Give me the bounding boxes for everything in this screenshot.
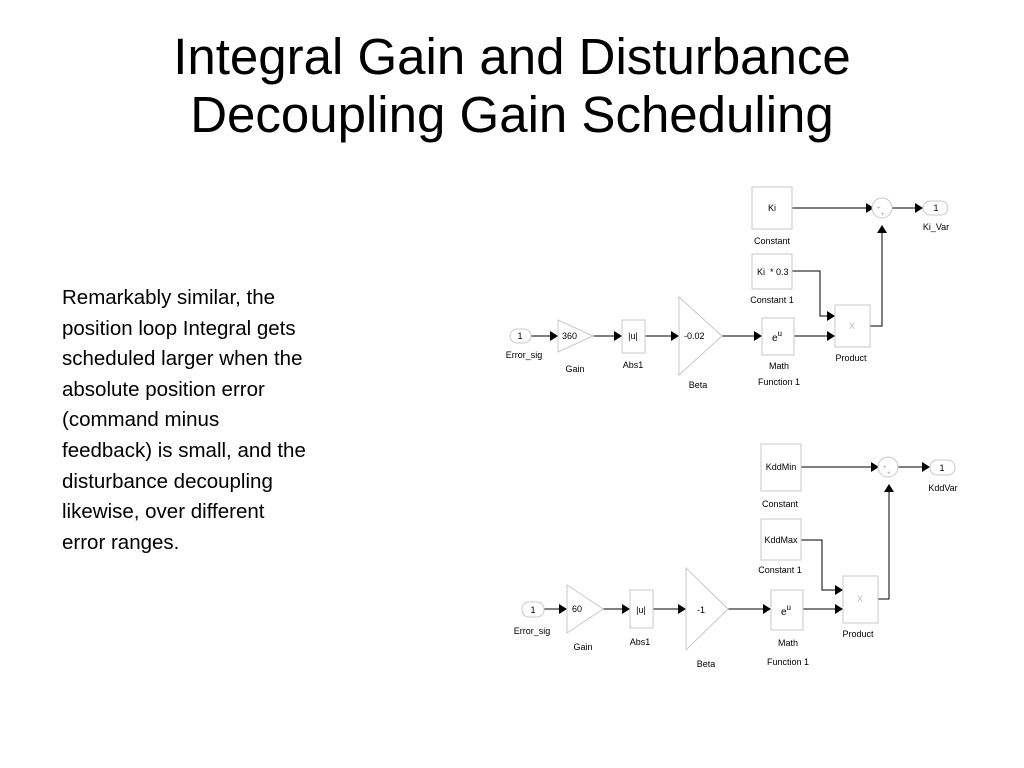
outport-label: Ki_Var [922,222,950,232]
beta-label: Beta [696,659,716,669]
abs-label: Abs1 [622,360,644,370]
constant1-value: * 0.3 [770,267,789,277]
sum-sign: + [877,206,881,212]
abs-value: |u| [636,605,646,615]
product-symbol: X [848,321,856,331]
gain-label: Gain [565,364,585,374]
wire-product-sum [878,492,889,599]
constant1-label: Constant 1 [758,565,802,575]
body-line: Remarkably similar, the [62,286,276,309]
constant1-value: KddMax [764,535,798,545]
math-expression: eu [771,329,783,344]
product-label: Product [835,353,867,363]
inport-label: Error_sig [505,350,543,360]
gain-value: 60 [572,604,583,614]
body-line: disturbance decoupling [62,469,273,493]
math-expression: eu [780,603,792,618]
arrow-icon [835,604,843,614]
arrow-icon [559,604,567,614]
body-line: (command minus [62,408,220,432]
sum-sign: + [883,465,887,471]
arrow-icon [877,225,887,233]
math-label: Math [777,638,799,648]
arrow-icon [622,604,630,614]
product-symbol: X [856,594,864,604]
math-label: Function 1 [766,657,810,667]
arrow-icon [671,331,679,341]
inport-value: 1 [517,331,523,341]
wire-const1-product [801,540,835,590]
body-line: absolute position error [62,377,265,401]
gain-label: Gain [573,642,593,652]
beta-value: -0.02 [684,331,705,341]
wire-product-sum [870,233,882,326]
outport-value: 1 [933,203,939,213]
arrow-icon [754,331,762,341]
body-line: error ranges. [62,530,180,554]
title-line-1: Integral Gain and Disturbance [173,28,851,85]
abs-label: Abs1 [629,637,651,647]
inport-value: 1 [530,605,536,615]
constant-label: Constant [753,236,791,246]
body-line: scheduled larger when the [62,347,303,371]
inport-label: Error_sig [513,626,551,636]
constant1-value: Ki [757,267,766,277]
kdd-diagram [514,444,958,669]
abs-value: |u| [628,331,638,341]
body-line: position loop Integral gets [62,316,296,340]
arrow-icon [922,462,930,472]
constant-value: KddMin [765,462,797,472]
outport-label: KddVar [928,483,958,493]
sum-sign: + [887,471,891,477]
ki-diagram [506,187,949,390]
beta-block [686,568,728,650]
body-line: likewise, over different [62,500,265,524]
math-label: Math [768,361,790,371]
arrow-icon [884,484,894,492]
arrow-icon [614,331,622,341]
arrow-icon [827,331,835,341]
constant-label: Constant [761,499,799,509]
gain-value: 360 [562,331,578,341]
constant1-label: Constant 1 [750,295,794,305]
beta-label: Beta [688,380,708,390]
math-label: Function 1 [757,377,801,387]
sum-sign: + [881,212,885,218]
product-label: Product [842,629,874,639]
wire-const1-product [792,271,827,316]
arrow-icon [915,203,923,213]
arrow-icon [550,331,558,341]
arrow-icon [763,604,771,614]
arrow-icon [678,604,686,614]
title-line-2: Decoupling Gain Scheduling [190,86,834,143]
arrow-icon [827,311,835,321]
constant-value: Ki [767,203,777,213]
body-line: feedback) is small, and the [62,438,306,462]
arrow-icon [835,585,843,595]
outport-value: 1 [939,463,945,473]
beta-value: -1 [697,605,706,615]
